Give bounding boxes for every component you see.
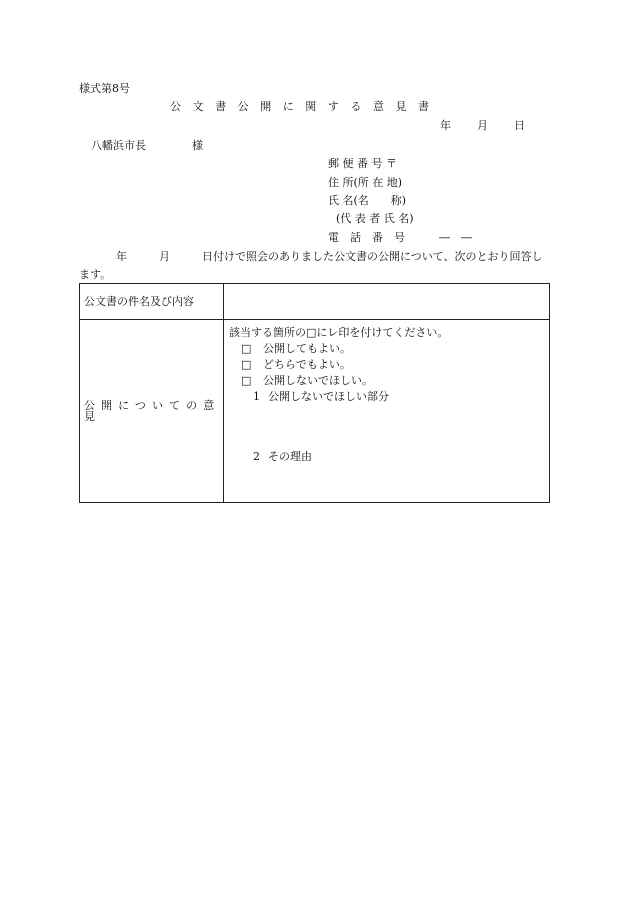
date-year: 年	[440, 119, 451, 132]
address-label: 住 所(所 在 地)	[328, 176, 403, 189]
representative-name-label: (代 表 者 氏 名)	[336, 212, 414, 225]
intro-year: 年	[116, 250, 127, 263]
form-number: 様式第8号	[79, 82, 130, 95]
opinion-form-table	[79, 283, 550, 503]
phone-row	[328, 232, 472, 243]
opinion-instruction: 該当する箇所の□にレ印を付けてください。	[229, 326, 449, 339]
name-label: 氏 名(名 称)	[328, 194, 407, 207]
table-row	[80, 320, 550, 503]
opinion-cell	[224, 320, 550, 503]
option-deny[interactable]: □ 公開しないでほしい。	[241, 374, 373, 387]
sub-item-undisclosed-part: 1 公開しないでほしい部分	[253, 390, 389, 403]
addressee-name: 八幡浜市長	[91, 139, 146, 152]
postal-code-label: 郵 便 番 号 〒	[328, 157, 397, 170]
opinion-label: 公開についての意見	[80, 320, 224, 503]
intro-month: 月	[159, 250, 170, 263]
option-either[interactable]: □ どちらでもよい。	[241, 358, 351, 371]
date-month: 月	[477, 119, 488, 132]
option-allow[interactable]: □ 公開してもよい。	[241, 342, 351, 355]
phone-label: 電 話 番 号	[328, 231, 405, 244]
intro-text: 日付けで照会のありました公文書の公開について、次のとおり回答し	[202, 250, 543, 263]
intro-line-2: ます。	[79, 268, 112, 281]
checkbox-icon[interactable]: □	[241, 358, 252, 371]
sub-item-reason: 2 その理由	[253, 450, 312, 463]
table-row	[80, 284, 550, 320]
date-day: 日	[514, 119, 525, 132]
checkbox-icon[interactable]: □	[241, 374, 252, 387]
addressee	[91, 140, 203, 151]
document-title: 公文書公開に関する意見書	[170, 100, 441, 113]
checkbox-icon[interactable]: □	[241, 342, 252, 355]
phone-dashes: ― ―	[439, 231, 472, 244]
intro-line-1	[116, 251, 543, 262]
subject-label: 公文書の件名及び内容	[80, 284, 224, 320]
date-line	[440, 120, 525, 131]
addressee-honorific: 様	[192, 139, 203, 152]
subject-value-cell[interactable]	[224, 284, 550, 320]
